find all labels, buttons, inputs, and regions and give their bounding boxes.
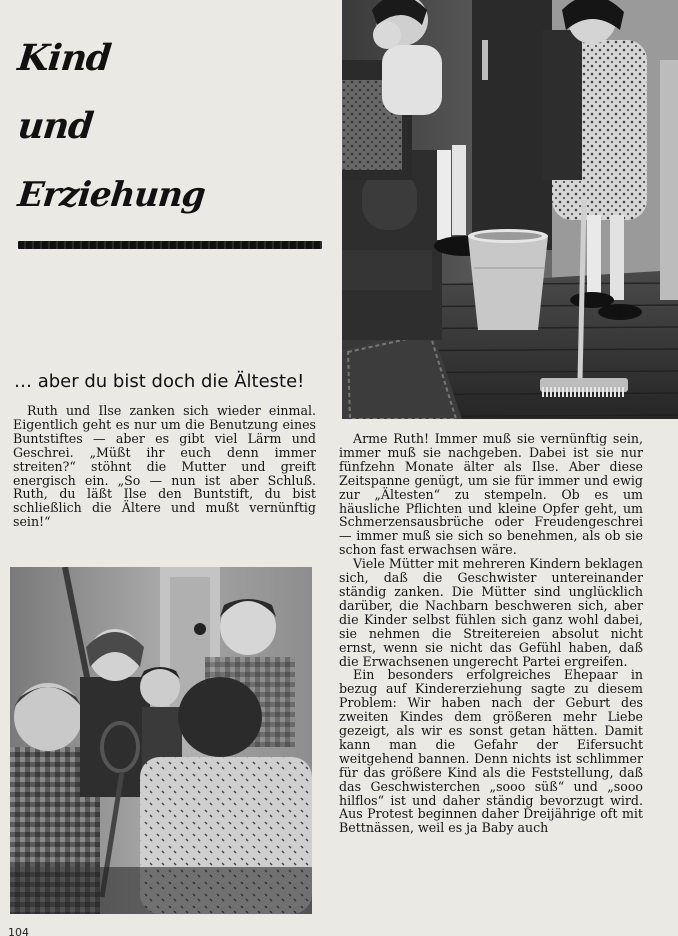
photo-girls-sweeping-image — [342, 0, 678, 419]
article-paragraph-1: Arme Ruth! Immer muß sie vernünftig sein, immer muß sie nachgeben. Dabei ist sie nur fünfzehn Monate älter als Ilse. Aber diese Zeitspanne genügt, um sie für immer und ewig zur „Ältesten“ zu stempeln. Ob es um häusliche Pflichten und kleine Opfer geht, um Schmerzensausbrüche oder Freudengeschrei — immer muß sie sich so benehmen, als ob sie schon fast erwachsen wäre. — [339, 431, 643, 558]
article-subtitle: … aber du bist doch die Älteste! — [14, 371, 305, 392]
photo-children-group-image — [10, 567, 312, 914]
title-divider — [18, 241, 322, 249]
title-line-erziehung: Erziehung — [15, 175, 207, 215]
intro-paragraph: Ruth und Ilse zanken sich wieder einmal. Eigentlich geht es nur um die Benutzung eines Buntstiftes — aber es gibt viel Lärm und Geschrei. „Müßt ihr euch denn immer streiten?“ stöhnt die Mutter und greift energisch ein. „So — nun ist aber Schluß. Ruth, du läßt Ilse den Buntstift, du bist schließlich die Ältere und mußt vernünftig sein!“ — [13, 403, 316, 530]
article-text — [339, 432, 643, 835]
photo-children-group — [10, 567, 312, 914]
title-line-und: und — [15, 105, 95, 147]
title-line-kind: Kind — [15, 37, 113, 79]
photo-girls-sweeping — [342, 0, 678, 419]
intro-text — [13, 404, 316, 529]
page-number: 104 — [8, 926, 29, 936]
article-paragraph-3: Ein besonders erfolgreiches Ehepaar in bezug auf Kindererziehung sagte zu diesem Problem: Wir haben nach der Geburt des zweiten Kindes dem größeren mehr Liebe gezeigt, als wir es sonst getan hätten. Damit kann man die Gefahr der Eifersucht weitgehend bannen. Denn nichts ist schlimmer für das größere Kind als die Feststellung, daß das Geschwisterchen „sooo süß“ und „sooo hilflos“ ist und daher ständig bevorzugt wird. Aus Protest beginnen daher Dreijährige oft mit Bettnässen, weil es ja Baby auch — [339, 667, 643, 836]
article-paragraph-2: Viele Mütter mit mehreren Kindern beklagen sich, daß die Geschwister untereinander ständig zanken. Die Mütter sind unglücklich darüber, die Nachbarn beschweren sich, aber die Kinder selbst fühlen sich ganz wohl dabei, sie nehmen die Streitereien absolut nicht ernst, wenn sie nicht das Gefühl haben, daß die Erwachsenen ungerecht Partei ergreifen. — [339, 556, 643, 669]
